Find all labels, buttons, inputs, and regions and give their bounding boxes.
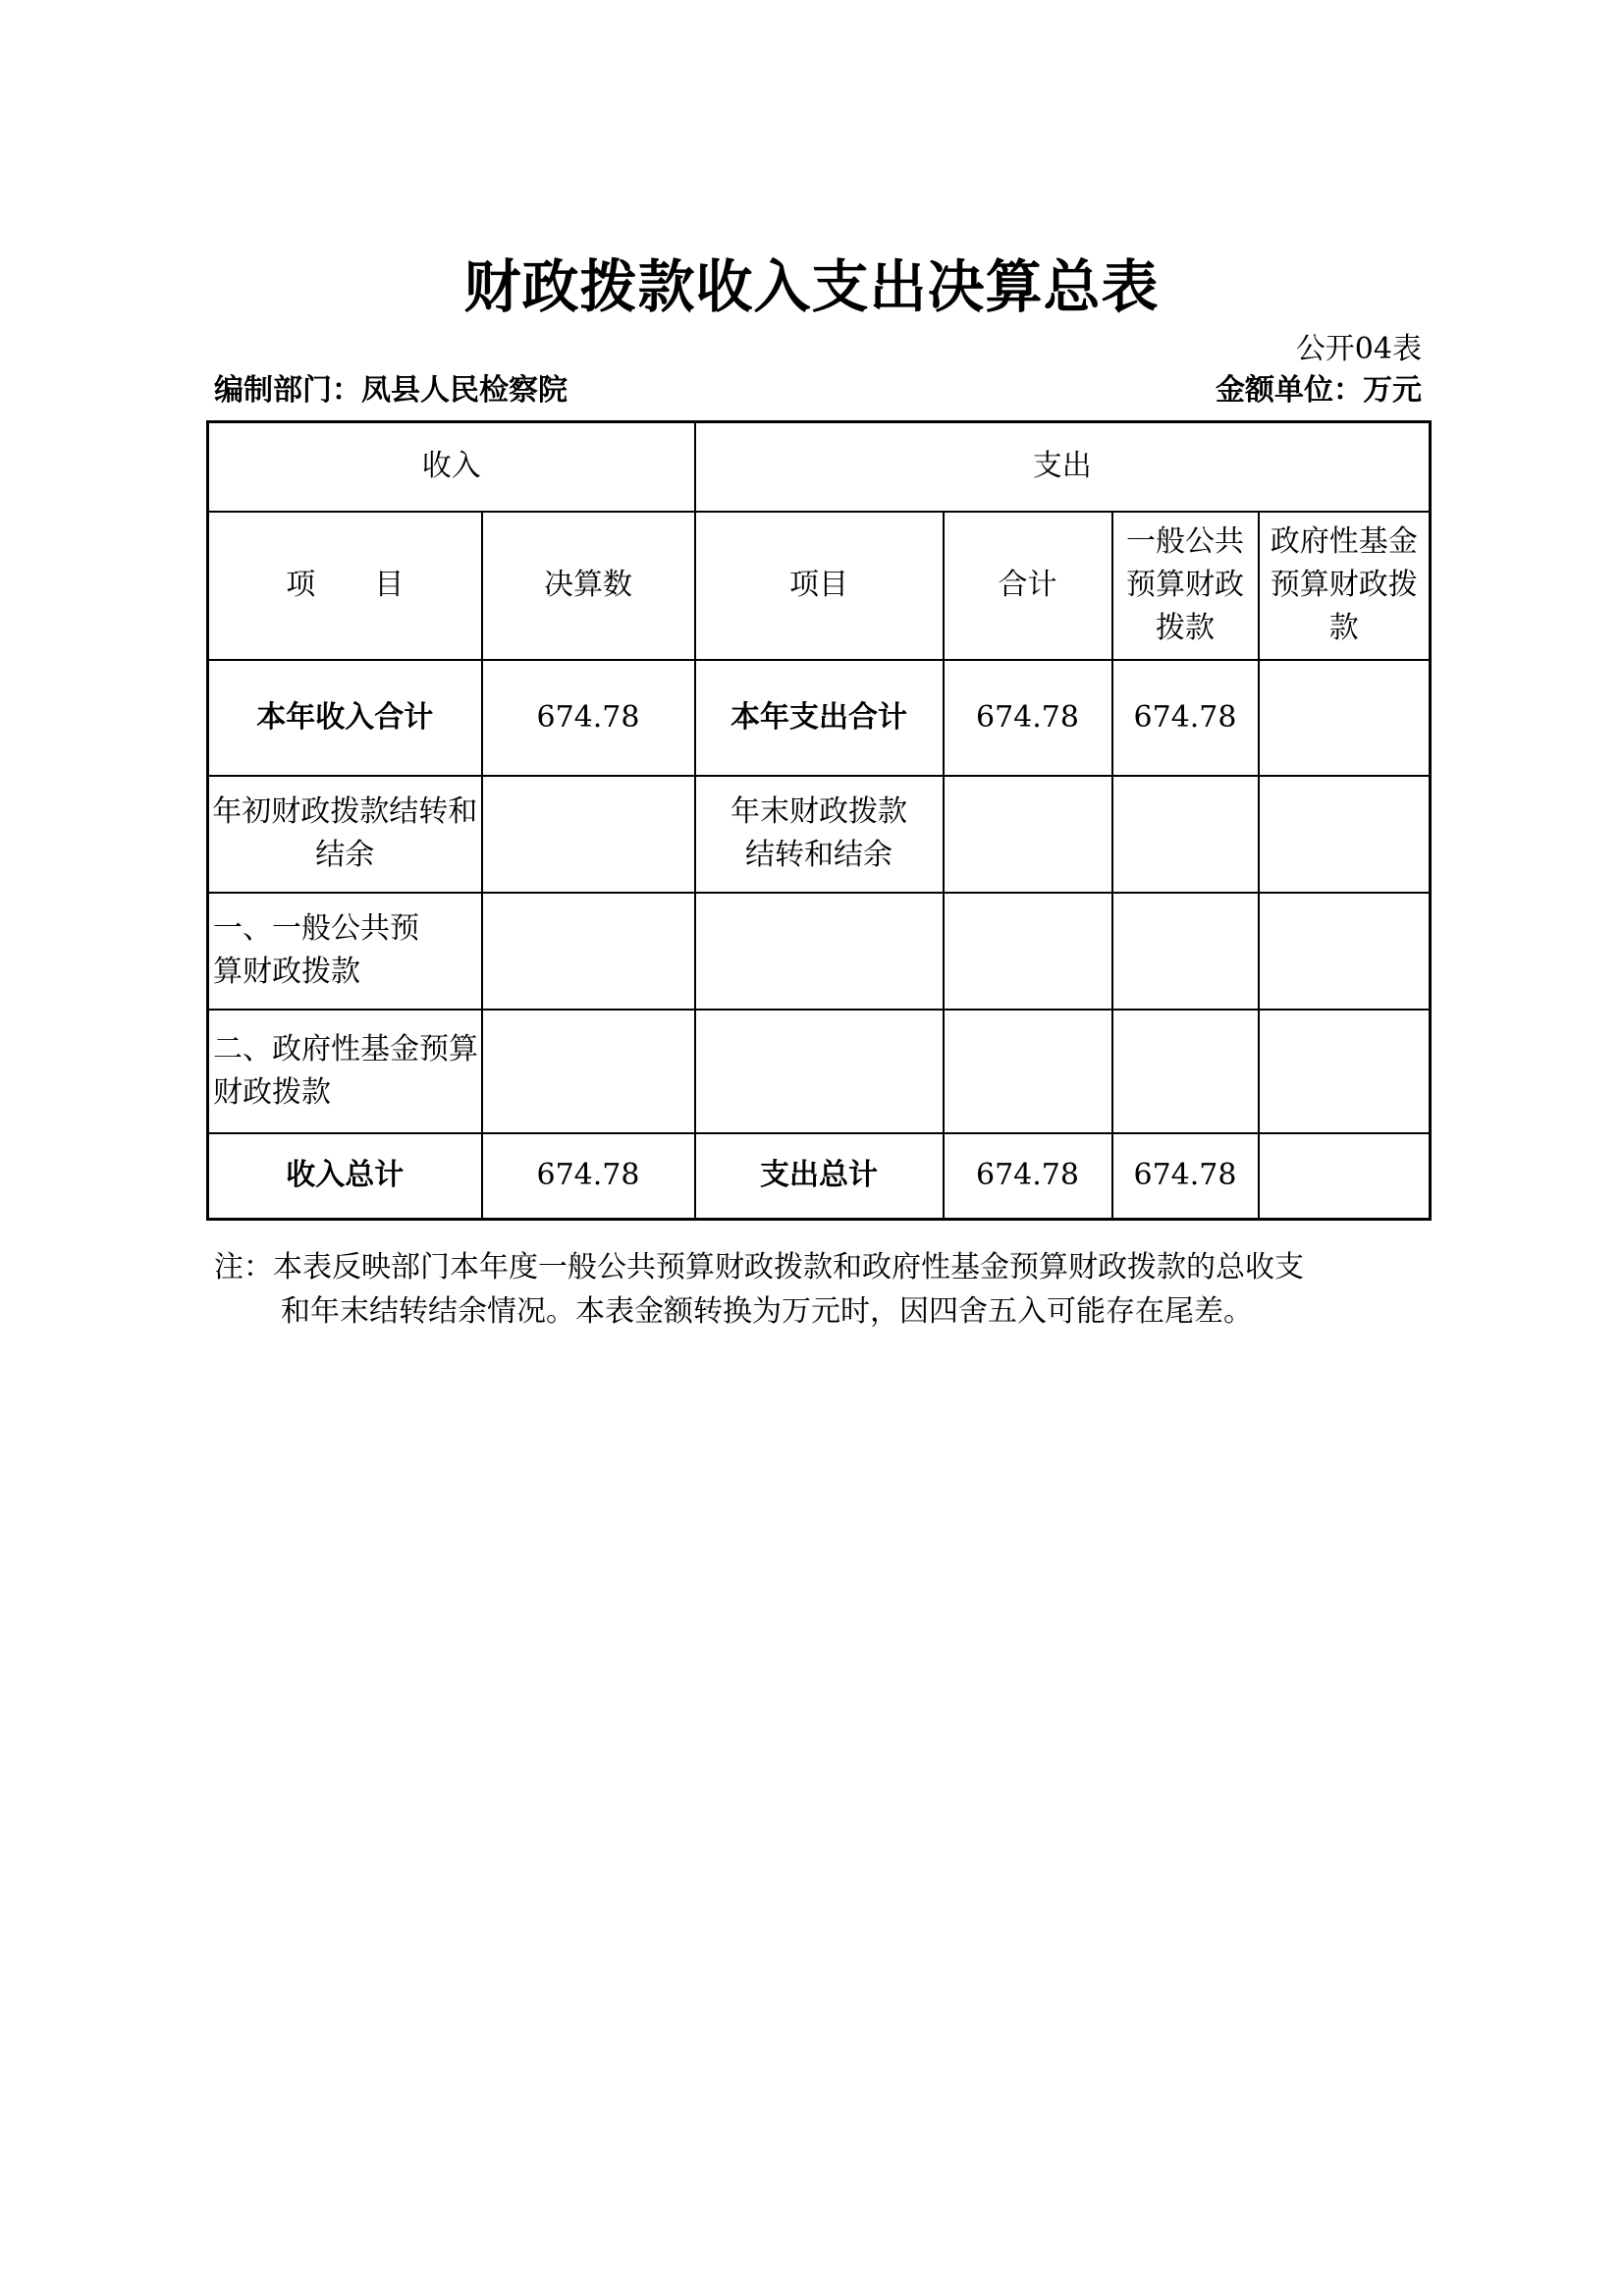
gov-fund-cell: [1259, 1133, 1431, 1220]
table-row: [208, 893, 1431, 1010]
table-row: [208, 1010, 1431, 1133]
income-item-cell: 一、一般公共预算财政拨款: [208, 893, 482, 1010]
income-item-cell: 二、政府性基金预算财政拨款: [208, 1010, 482, 1133]
budget-summary-table: [206, 420, 1432, 1221]
footnote-line-1: 注：本表反映部门本年度一般公共预算财政拨款和政府性基金预算财政拨款的总收支: [214, 1250, 1304, 1285]
gov-fund-cell: [1259, 776, 1431, 893]
gov-fund-header: 政府性基金预算财政拨款: [1259, 512, 1431, 660]
income-amount-cell: [482, 1010, 695, 1133]
total-cell: [944, 776, 1112, 893]
general-budget-cell: 674.78: [1112, 1133, 1259, 1220]
page-title: 财政拨款收入支出决算总表: [463, 253, 1160, 320]
income-item-header: 项 目: [208, 512, 482, 660]
table-row: [208, 776, 1431, 893]
total-cell: 674.78: [944, 1133, 1112, 1220]
income-amount-cell: [482, 893, 695, 1010]
table-subheader-row: [208, 512, 1431, 660]
income-amount-cell: 674.78: [482, 660, 695, 776]
gov-fund-cell: [1259, 660, 1431, 776]
amount-unit-label: 金额单位：万元: [1216, 373, 1422, 408]
income-header: 收入: [208, 422, 695, 512]
expense-item-cell: 本年支出合计: [695, 660, 944, 776]
department-label: 编制部门：凤县人民检察院: [214, 373, 568, 408]
final-amount-header: 决算数: [482, 512, 695, 660]
income-item-cell: 收入总计: [208, 1133, 482, 1220]
income-item-cell: 年初财政拨款结转和结余: [208, 776, 482, 893]
income-item-cell: 本年收入合计: [208, 660, 482, 776]
form-number: 公开04表: [1295, 332, 1422, 366]
table-row: [208, 1133, 1431, 1220]
expense-header: 支出: [695, 422, 1431, 512]
table-header-row: [208, 422, 1431, 512]
income-amount-cell: 674.78: [482, 1133, 695, 1220]
total-header: 合计: [944, 512, 1112, 660]
general-budget-header: 一般公共预算财政拨款: [1112, 512, 1259, 660]
expense-item-cell: 年末财政拨款结转和结余: [695, 776, 944, 893]
expense-item-cell: 支出总计: [695, 1133, 944, 1220]
expense-item-header: 项目: [695, 512, 944, 660]
footnote-line-2: 和年末结转结余情况。本表金额转换为万元时，因四舍五入可能存在尾差。: [281, 1294, 1253, 1329]
footnote: [214, 1245, 1432, 1334]
general-budget-cell: 674.78: [1112, 660, 1259, 776]
general-budget-cell: [1112, 776, 1259, 893]
total-cell: 674.78: [944, 660, 1112, 776]
table-row: [208, 660, 1431, 776]
income-amount-cell: [482, 776, 695, 893]
